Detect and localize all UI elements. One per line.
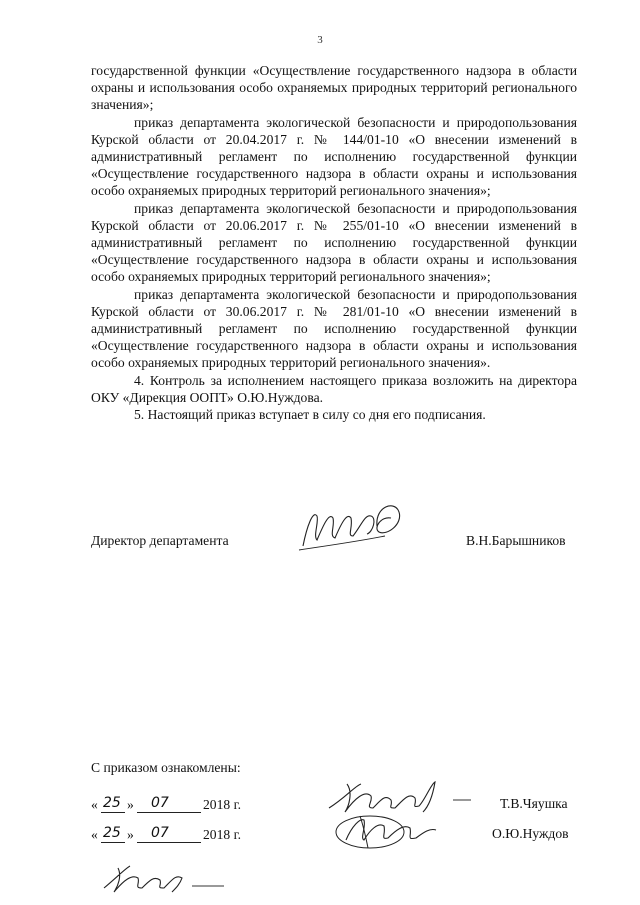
day-handwritten: 25 [103,795,121,811]
document-body [91,62,577,423]
close-quote: » [127,797,134,812]
day-handwritten: 25 [103,825,121,841]
day-line [101,842,125,843]
month-handwritten: 07 [151,825,169,841]
paragraph-5: 4. Контроль за исполнением настоящего приказа возложить на директора ОКУ «Дирекция ООПТ» О.Ю.Нуждова. [91,372,577,405]
paragraph-1: государственной функции «Осуществление государственного надзора в области охраны и использования особо охраняемых природных территорий регионального значения»; [91,63,577,113]
month-line [137,842,201,843]
paragraph-3: приказ департамента экологической безопасности и природопользования Курской области от 20.06.2017 г. № 255/01-10 «О внесении изменений в административный регламент по исполнению государственной функции «Осуществление государственного надзора в области охраны и использования особо охраняемых природных территорий регионального значения»; [91,200,577,285]
acknowledgement-heading: С приказом ознакомлены: [91,760,241,775]
director-signature-icon [295,496,415,556]
acknowledgement-name: О.Ю.Нуждов [492,826,569,841]
close-quote: » [127,827,134,842]
month-line [137,812,201,813]
director-name: В.Н.Барышников [466,533,566,548]
initials-signature-icon [100,862,230,896]
open-quote: « [91,827,98,842]
year-label: 2018 г. [203,827,242,842]
paragraph-6: 5. Настоящий приказ вступает в силу со дня его подписания. [134,407,486,423]
day-line [101,812,125,813]
year-label: 2018 г. [203,797,242,812]
signature-2-icon [330,808,460,852]
month-handwritten: 07 [151,795,169,811]
open-quote: « [91,797,98,812]
director-title: Директор департамента [91,533,229,548]
acknowledgement-name: Т.В.Чяушка [500,796,568,811]
paragraph-2: приказ департамента экологической безопасности и природопользования Курской области от 20.04.2017 г. № 144/01-10 «О внесении изменений в административный регламент по исполнению государственной функции «Осуществление государственного надзора в области охраны и использования особо охраняемых природных территорий регионального значения»; [91,114,577,199]
paragraph-4: приказ департамента экологической безопасности и природопользования Курской области от 30.06.2017 г. № 281/01-10 «О внесении изменений в административный регламент по исполнению государственной функции «Осуществление государственного надзора в области охраны и использования особо охраняемых природных территорий регионального значения». [91,286,577,371]
page-number: 3 [317,34,323,46]
